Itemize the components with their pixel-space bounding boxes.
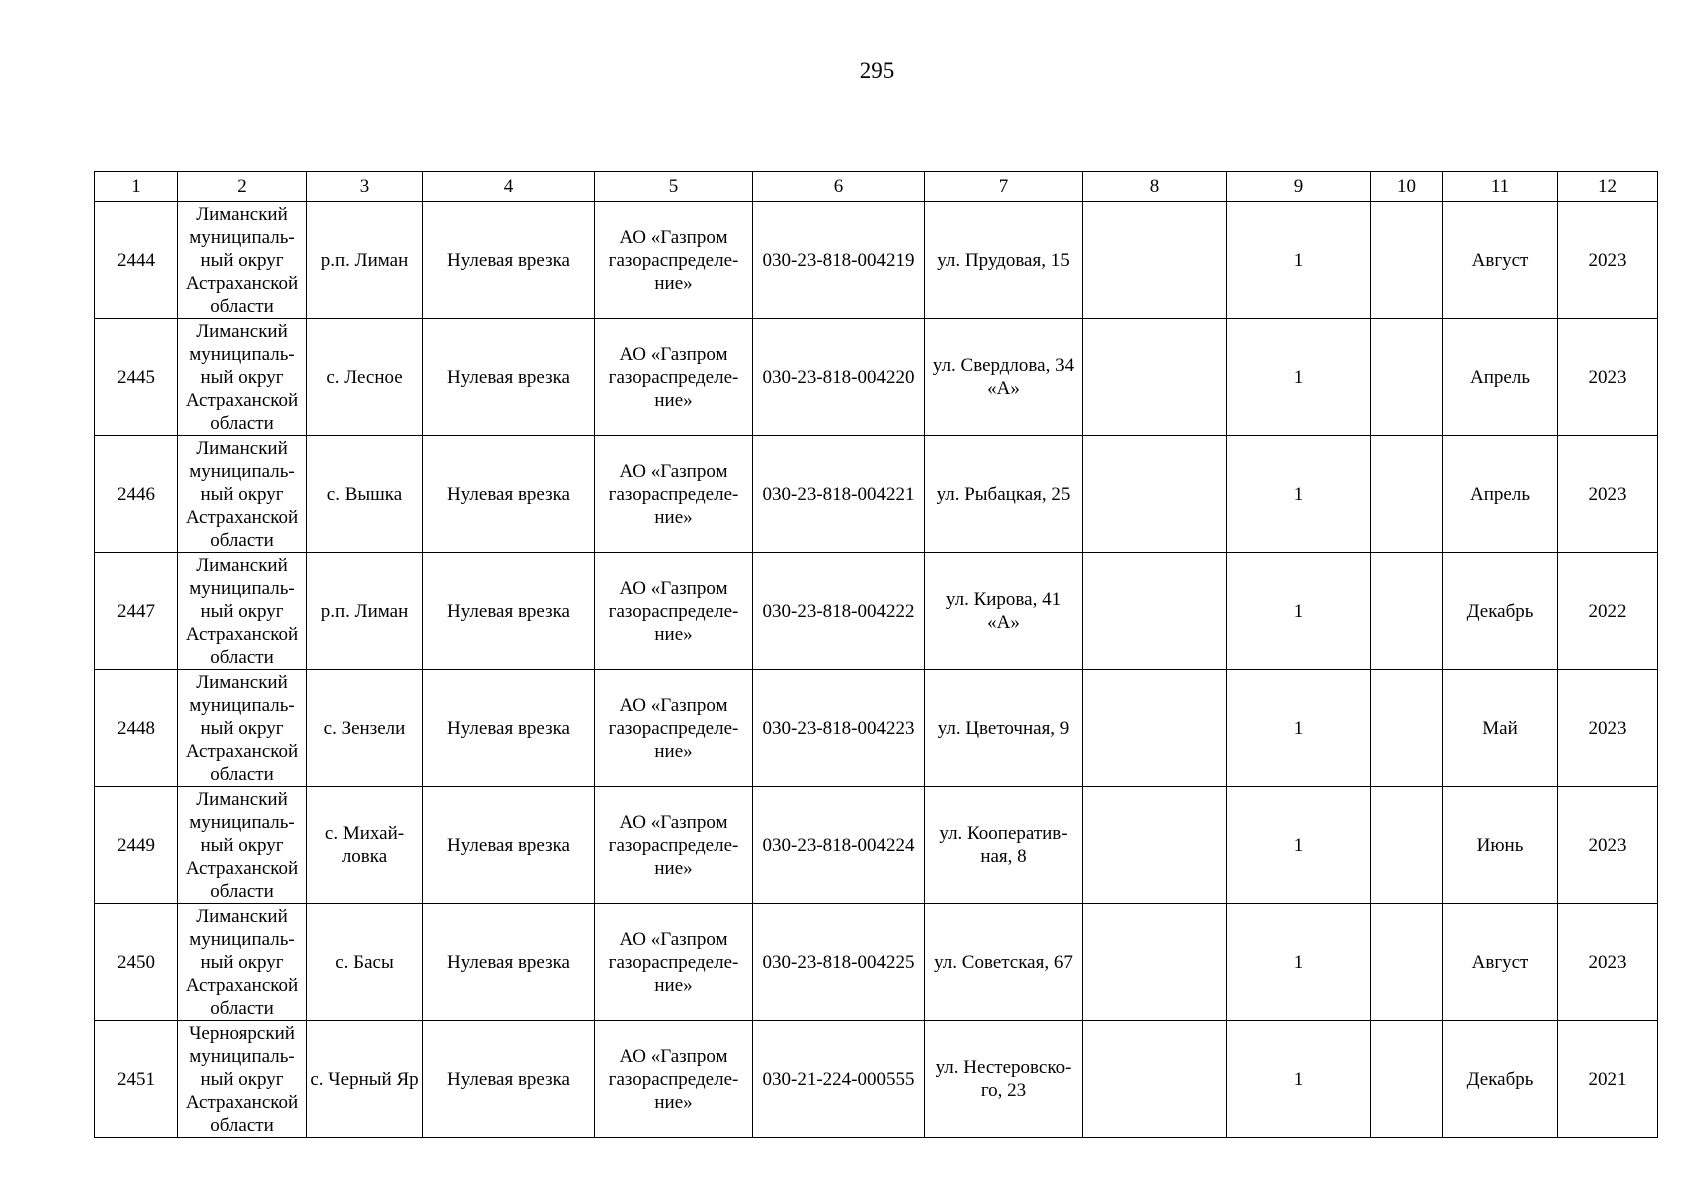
- address-cell: [925, 436, 1083, 553]
- work-type-cell: Нулевая врезка: [423, 904, 595, 1021]
- month-cell: Июнь: [1443, 787, 1558, 904]
- year-cell: 2023: [1558, 670, 1658, 787]
- row-number-cell: 2448: [95, 670, 178, 787]
- code-cell: 030-23-818-004220: [753, 319, 925, 436]
- cell-line: ние»: [654, 389, 693, 411]
- cell-line: Астраханской: [185, 857, 299, 879]
- cell-line: Лиманский: [196, 437, 288, 459]
- quantity-cell: 1: [1227, 1021, 1371, 1138]
- col8-cell: [1083, 904, 1227, 1021]
- column-header-10: 10: [1371, 172, 1443, 202]
- code-cell: 030-23-818-004219: [753, 202, 925, 319]
- work-type-cell: Нулевая врезка: [423, 787, 595, 904]
- cell-line: АО «Газпром: [619, 226, 728, 248]
- table-row: [95, 904, 1658, 1021]
- table-row: [95, 553, 1658, 670]
- table-row: [95, 1021, 1658, 1138]
- cell-line: газораспределе-: [608, 483, 739, 505]
- cell-line: с. Зензели: [323, 717, 406, 739]
- address-cell: [925, 553, 1083, 670]
- cell-line: Лиманский: [196, 671, 288, 693]
- cell-line: газораспределе-: [608, 600, 739, 622]
- cell-line: ный округ: [200, 249, 284, 271]
- code-cell: 030-23-818-004223: [753, 670, 925, 787]
- column-header-5: 5: [595, 172, 753, 202]
- cell-line: АО «Газпром: [619, 694, 728, 716]
- cell-line: области: [210, 1114, 274, 1136]
- cell-line: ный округ: [200, 600, 284, 622]
- cell-line: ный округ: [200, 366, 284, 388]
- year-cell: 2021: [1558, 1021, 1658, 1138]
- page-number: 295: [859, 58, 895, 83]
- col10-cell: [1371, 202, 1443, 319]
- cell-line: ул. Свердлова, 34: [932, 355, 1075, 376]
- row-number-cell: 2449: [95, 787, 178, 904]
- cell-line: с. Басы: [335, 951, 394, 973]
- cell-line: «А»: [987, 378, 1020, 399]
- work-type-cell: Нулевая врезка: [423, 319, 595, 436]
- cell-line: ние»: [654, 740, 693, 762]
- cell-line: ул. Кирова, 41: [945, 589, 1062, 610]
- cell-line: ние»: [654, 506, 693, 528]
- cell-line: АО «Газпром: [619, 928, 728, 950]
- col8-cell: [1083, 202, 1227, 319]
- col10-cell: [1371, 670, 1443, 787]
- column-header-6: 6: [753, 172, 925, 202]
- cell-line: ный округ: [200, 483, 284, 505]
- settlement-cell: [307, 670, 423, 787]
- cell-line: муниципаль-: [189, 928, 295, 950]
- month-cell: Апрель: [1443, 319, 1558, 436]
- cell-line: области: [210, 646, 274, 668]
- organization-cell: [595, 202, 753, 319]
- row-number-cell: 2446: [95, 436, 178, 553]
- col8-cell: [1083, 436, 1227, 553]
- col10-cell: [1371, 787, 1443, 904]
- cell-line: ул. Прудовая, 15: [937, 249, 1070, 271]
- month-cell: Апрель: [1443, 436, 1558, 553]
- table-header: [95, 172, 1658, 202]
- cell-line: АО «Газпром: [619, 460, 728, 482]
- settlement-cell: [307, 319, 423, 436]
- cell-line: Лиманский: [196, 320, 288, 342]
- cell-line: ул. Советская, 67: [934, 951, 1073, 973]
- cell-line: Черноярский: [189, 1022, 295, 1044]
- code-cell: 030-23-818-004225: [753, 904, 925, 1021]
- settlement-cell: [307, 202, 423, 319]
- cell-line: ная, 8: [980, 846, 1027, 867]
- quantity-cell: 1: [1227, 436, 1371, 553]
- cell-line: области: [210, 295, 274, 317]
- address-cell: [925, 670, 1083, 787]
- settlement-cell: [307, 553, 423, 670]
- cell-line: газораспределе-: [608, 717, 739, 739]
- cell-line: АО «Газпром: [619, 1045, 728, 1067]
- month-cell: Декабрь: [1443, 553, 1558, 670]
- cell-line: го, 23: [980, 1080, 1027, 1101]
- table-row: [95, 202, 1658, 319]
- work-type-cell: Нулевая врезка: [423, 553, 595, 670]
- cell-line: р.п. Лиман: [320, 249, 409, 271]
- cell-line: газораспределе-: [608, 1068, 739, 1090]
- cell-line: муниципаль-: [189, 1045, 295, 1067]
- cell-line: АО «Газпром: [619, 577, 728, 599]
- municipality-cell: [178, 436, 307, 553]
- cell-line: газораспределе-: [608, 951, 739, 973]
- organization-cell: [595, 1021, 753, 1138]
- row-number-cell: 2444: [95, 202, 178, 319]
- cell-line: муниципаль-: [189, 226, 295, 248]
- work-type-cell: Нулевая врезка: [423, 202, 595, 319]
- column-header-12: 12: [1558, 172, 1658, 202]
- cell-line: АО «Газпром: [619, 343, 728, 365]
- col8-cell: [1083, 787, 1227, 904]
- col10-cell: [1371, 904, 1443, 1021]
- cell-line: ул. Нестеровско-: [935, 1057, 1072, 1078]
- address-cell: [925, 787, 1083, 904]
- registry-table: [94, 171, 1658, 1138]
- cell-line: Астраханской: [185, 740, 299, 762]
- cell-line: ул. Кооператив-: [939, 823, 1068, 844]
- municipality-cell: [178, 670, 307, 787]
- municipality-cell: [178, 202, 307, 319]
- cell-line: области: [210, 763, 274, 785]
- cell-line: с. Михай-: [324, 823, 405, 844]
- cell-line: ние»: [654, 272, 693, 294]
- cell-line: ул. Рыбацкая, 25: [936, 483, 1071, 505]
- settlement-cell: [307, 436, 423, 553]
- column-header-4: 4: [423, 172, 595, 202]
- municipality-cell: [178, 553, 307, 670]
- work-type-cell: Нулевая врезка: [423, 1021, 595, 1138]
- cell-line: ный округ: [200, 834, 284, 856]
- cell-line: Лиманский: [196, 788, 288, 810]
- row-number-cell: 2447: [95, 553, 178, 670]
- address-cell: [925, 1021, 1083, 1138]
- column-header-11: 11: [1443, 172, 1558, 202]
- col8-cell: [1083, 1021, 1227, 1138]
- address-cell: [925, 319, 1083, 436]
- quantity-cell: 1: [1227, 553, 1371, 670]
- cell-line: ние»: [654, 623, 693, 645]
- column-header-8: 8: [1083, 172, 1227, 202]
- cell-line: ный округ: [200, 717, 284, 739]
- table-row: [95, 436, 1658, 553]
- header-row: [95, 172, 1658, 202]
- cell-line: Лиманский: [196, 554, 288, 576]
- month-cell: Декабрь: [1443, 1021, 1558, 1138]
- cell-line: Астраханской: [185, 389, 299, 411]
- cell-line: муниципаль-: [189, 577, 295, 599]
- cell-line: области: [210, 412, 274, 434]
- year-cell: 2023: [1558, 319, 1658, 436]
- col10-cell: [1371, 436, 1443, 553]
- municipality-cell: [178, 787, 307, 904]
- quantity-cell: 1: [1227, 670, 1371, 787]
- organization-cell: [595, 787, 753, 904]
- organization-cell: [595, 436, 753, 553]
- organization-cell: [595, 670, 753, 787]
- cell-line: Астраханской: [185, 1091, 299, 1113]
- quantity-cell: 1: [1227, 202, 1371, 319]
- cell-line: с. Черный Яр: [310, 1068, 419, 1090]
- cell-line: ловка: [341, 846, 388, 867]
- code-cell: 030-23-818-004224: [753, 787, 925, 904]
- table-row: [95, 670, 1658, 787]
- code-cell: 030-23-818-004222: [753, 553, 925, 670]
- col10-cell: [1371, 553, 1443, 670]
- settlement-cell: [307, 904, 423, 1021]
- cell-line: муниципаль-: [189, 343, 295, 365]
- cell-line: области: [210, 880, 274, 902]
- year-cell: 2023: [1558, 436, 1658, 553]
- column-header-2: 2: [178, 172, 307, 202]
- year-cell: 2023: [1558, 904, 1658, 1021]
- cell-line: р.п. Лиман: [320, 600, 409, 622]
- col8-cell: [1083, 553, 1227, 670]
- cell-line: ный округ: [200, 1068, 284, 1090]
- col10-cell: [1371, 1021, 1443, 1138]
- address-cell: [925, 904, 1083, 1021]
- cell-line: муниципаль-: [189, 460, 295, 482]
- column-header-9: 9: [1227, 172, 1371, 202]
- col8-cell: [1083, 670, 1227, 787]
- cell-line: Астраханской: [185, 974, 299, 996]
- column-header-1: 1: [95, 172, 178, 202]
- municipality-cell: [178, 904, 307, 1021]
- organization-cell: [595, 904, 753, 1021]
- column-header-7: 7: [925, 172, 1083, 202]
- cell-line: ние»: [654, 857, 693, 879]
- cell-line: ный округ: [200, 951, 284, 973]
- work-type-cell: Нулевая врезка: [423, 436, 595, 553]
- row-number-cell: 2445: [95, 319, 178, 436]
- address-cell: [925, 202, 1083, 319]
- cell-line: муниципаль-: [189, 811, 295, 833]
- cell-line: Лиманский: [196, 905, 288, 927]
- municipality-cell: [178, 319, 307, 436]
- table-row: [95, 787, 1658, 904]
- cell-line: области: [210, 529, 274, 551]
- code-cell: 030-23-818-004221: [753, 436, 925, 553]
- month-cell: Август: [1443, 904, 1558, 1021]
- cell-line: «А»: [987, 612, 1020, 633]
- quantity-cell: 1: [1227, 904, 1371, 1021]
- organization-cell: [595, 319, 753, 436]
- month-cell: Май: [1443, 670, 1558, 787]
- cell-line: ние»: [654, 974, 693, 996]
- cell-line: области: [210, 997, 274, 1019]
- cell-line: ние»: [654, 1091, 693, 1113]
- municipality-cell: [178, 1021, 307, 1138]
- month-cell: Август: [1443, 202, 1558, 319]
- table-body: [95, 202, 1658, 1138]
- organization-cell: [595, 553, 753, 670]
- cell-line: газораспределе-: [608, 366, 739, 388]
- cell-line: ул. Цветочная, 9: [937, 717, 1070, 739]
- year-cell: 2023: [1558, 202, 1658, 319]
- year-cell: 2023: [1558, 787, 1658, 904]
- table-row: [95, 319, 1658, 436]
- settlement-cell: [307, 1021, 423, 1138]
- work-type-cell: Нулевая врезка: [423, 670, 595, 787]
- cell-line: газораспределе-: [608, 249, 739, 271]
- row-number-cell: 2451: [95, 1021, 178, 1138]
- col8-cell: [1083, 319, 1227, 436]
- cell-line: Астраханской: [185, 272, 299, 294]
- quantity-cell: 1: [1227, 787, 1371, 904]
- cell-line: АО «Газпром: [619, 811, 728, 833]
- cell-line: Астраханской: [185, 506, 299, 528]
- settlement-cell: [307, 787, 423, 904]
- cell-line: Астраханской: [185, 623, 299, 645]
- cell-line: газораспределе-: [608, 834, 739, 856]
- col10-cell: [1371, 319, 1443, 436]
- column-header-3: 3: [307, 172, 423, 202]
- quantity-cell: 1: [1227, 319, 1371, 436]
- cell-line: с. Лесное: [326, 366, 403, 388]
- code-cell: 030-21-224-000555: [753, 1021, 925, 1138]
- cell-line: муниципаль-: [189, 694, 295, 716]
- row-number-cell: 2450: [95, 904, 178, 1021]
- cell-line: с. Вышка: [326, 483, 403, 505]
- year-cell: 2022: [1558, 553, 1658, 670]
- cell-line: Лиманский: [196, 203, 288, 225]
